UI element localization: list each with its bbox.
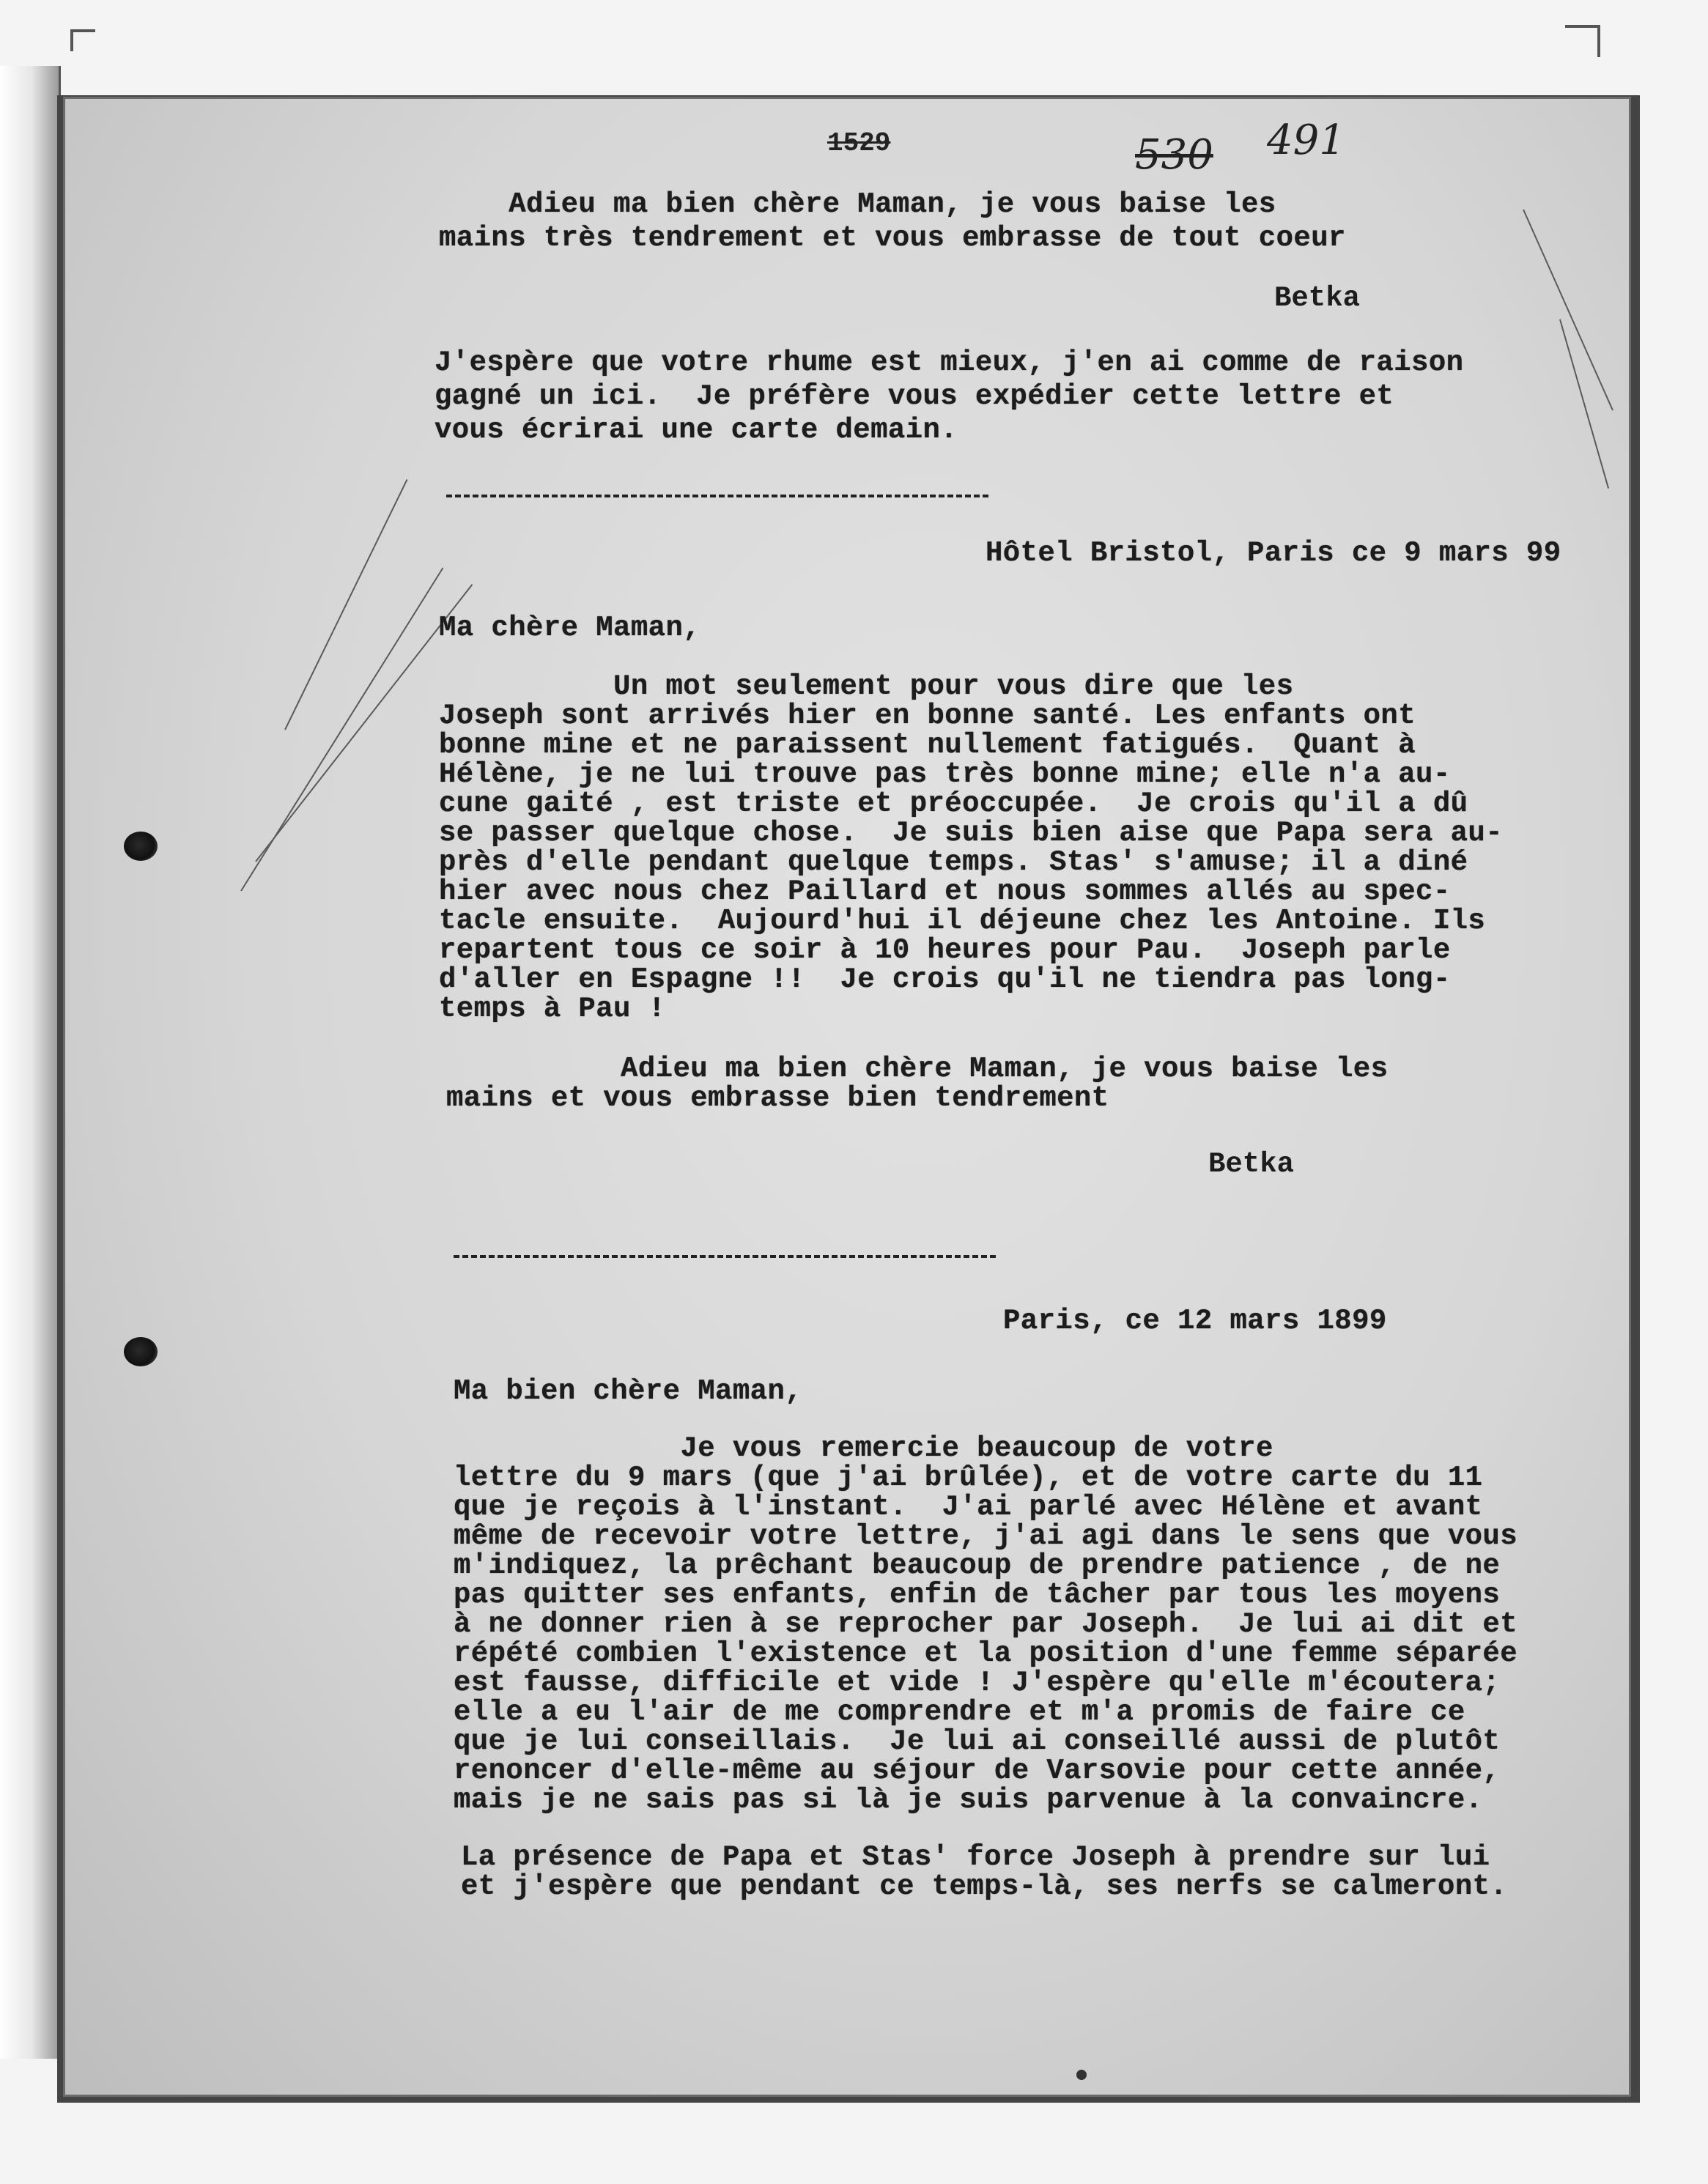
signature: Betka xyxy=(1274,282,1361,314)
punch-hole-lower xyxy=(124,1337,158,1366)
letter-body-line: tacle ensuite. Aujourd'hui il déjeune chez les Antoine. Ils xyxy=(439,905,1486,937)
section-divider xyxy=(454,1255,996,1258)
signature: Betka xyxy=(1208,1148,1295,1180)
letter-body-line: Hélène, je ne lui trouve pas très bonne mine; elle n'a au- xyxy=(439,758,1451,791)
letter-body-line: mais je ne sais pas si là je suis parvenue à la convaincre. xyxy=(454,1784,1483,1816)
crop-mark-top-right xyxy=(1565,25,1600,57)
letter-salutation: Ma bien chère Maman, xyxy=(454,1375,803,1407)
letter-body-line: que je reçois à l'instant. J'ai parlé avec Hélène et avant xyxy=(454,1491,1483,1523)
scan-artifact-hair xyxy=(284,479,407,730)
closing-line: mains et vous embrasse bien tendrement xyxy=(446,1082,1109,1114)
closing-line: Adieu ma bien chère Maman, je vous baise les xyxy=(439,188,1276,221)
scan-speck xyxy=(1076,2070,1087,2080)
closing-line: Adieu ma bien chère Maman, je vous baise les xyxy=(446,1053,1389,1085)
document-page xyxy=(63,97,1631,2097)
section-divider xyxy=(446,495,988,497)
letter-body-line: elle a eu l'air de me comprendre et m'a promis de faire ce xyxy=(454,1696,1465,1728)
letter-body-line: m'indiquez, la prêchant beaucoup de prendre patience , de ne xyxy=(454,1550,1501,1582)
page-number-handwritten: 491 xyxy=(1267,116,1345,164)
letter-body-line: que je lui conseillais. Je lui ai conseillé aussi de plutôt xyxy=(454,1725,1501,1758)
page-number-typed: 1529 xyxy=(827,128,891,158)
letter-dateline: Paris, ce 12 mars 1899 xyxy=(1003,1305,1387,1337)
letter-body-line: près d'elle pendant quelque temps. Stas' s'amuse; il a diné xyxy=(439,846,1468,878)
letter-body-line: bonne mine et ne paraissent nullement fatigués. Quant à xyxy=(439,729,1416,761)
letter-body-line: La présence de Papa et Stas' force Joseph à prendre sur lui xyxy=(461,1841,1490,1873)
postscript-line: J'espère que votre rhume est mieux, j'en ai comme de raison xyxy=(435,347,1464,379)
letter-body-line: Je vous remercie beaucoup de votre xyxy=(454,1432,1273,1465)
letter-dateline: Hôtel Bristol, Paris ce 9 mars 99 xyxy=(986,537,1561,569)
letter-body-line: Joseph sont arrivés hier en bonne santé. Les enfants ont xyxy=(439,700,1416,732)
letter-body-line: lettre du 9 mars (que j'ai brûlée), et de votre carte du 11 xyxy=(454,1462,1483,1494)
crop-mark-top-left xyxy=(70,29,95,51)
punch-hole-upper xyxy=(124,832,158,861)
letter-body-line: repartent tous ce soir à 10 heures pour Pau. Joseph parle xyxy=(439,934,1451,966)
letter-salutation: Ma chère Maman, xyxy=(439,612,701,644)
letter-body-line: d'aller en Espagne !! Je crois qu'il ne tiendra pas long- xyxy=(439,963,1451,996)
letter-body-line: temps à Pau ! xyxy=(439,993,666,1025)
postscript-line: gagné un ici. Je préfère vous expédier cette lettre et xyxy=(435,380,1394,412)
letter-body-line: pas quitter ses enfants, enfin de tâcher par tous les moyens xyxy=(454,1579,1501,1611)
letter-body-line: hier avec nous chez Paillard et nous sommes allés au spec- xyxy=(439,876,1451,908)
letter-body-line: à ne donner rien à se reprocher par Joseph. Je lui ai dit et xyxy=(454,1608,1518,1640)
postscript-line: vous écrirai une carte demain. xyxy=(435,414,958,446)
letter-body-line: est fausse, difficile et vide ! J'espère qu'elle m'écoutera; xyxy=(454,1667,1501,1699)
binder-edge xyxy=(0,66,61,2059)
letter-body-line: même de recevoir votre lettre, j'ai agi dans le sens que vous xyxy=(454,1520,1518,1552)
letter-body-line: se passer quelque chose. Je suis bien aise que Papa sera au- xyxy=(439,817,1504,849)
letter-body-line: répété combien l'existence et la position d'une femme séparée xyxy=(454,1637,1518,1670)
closing-line: mains très tendrement et vous embrasse de tout coeur xyxy=(439,222,1346,254)
scan-artifact-hair xyxy=(1523,210,1613,411)
letter-body-line: et j'espère que pendant ce temps-là, ses nerfs se calmeront. xyxy=(461,1870,1508,1903)
page-number-struck: 530 xyxy=(1135,131,1213,179)
letter-body-line: Un mot seulement pour vous dire que les xyxy=(439,670,1294,703)
letter-body-line: cune gaité , est triste et préoccupée. Je crois qu'il a dû xyxy=(439,788,1468,820)
letter-body-line: renoncer d'elle-même au séjour de Varsovie pour cette année, xyxy=(454,1755,1501,1787)
